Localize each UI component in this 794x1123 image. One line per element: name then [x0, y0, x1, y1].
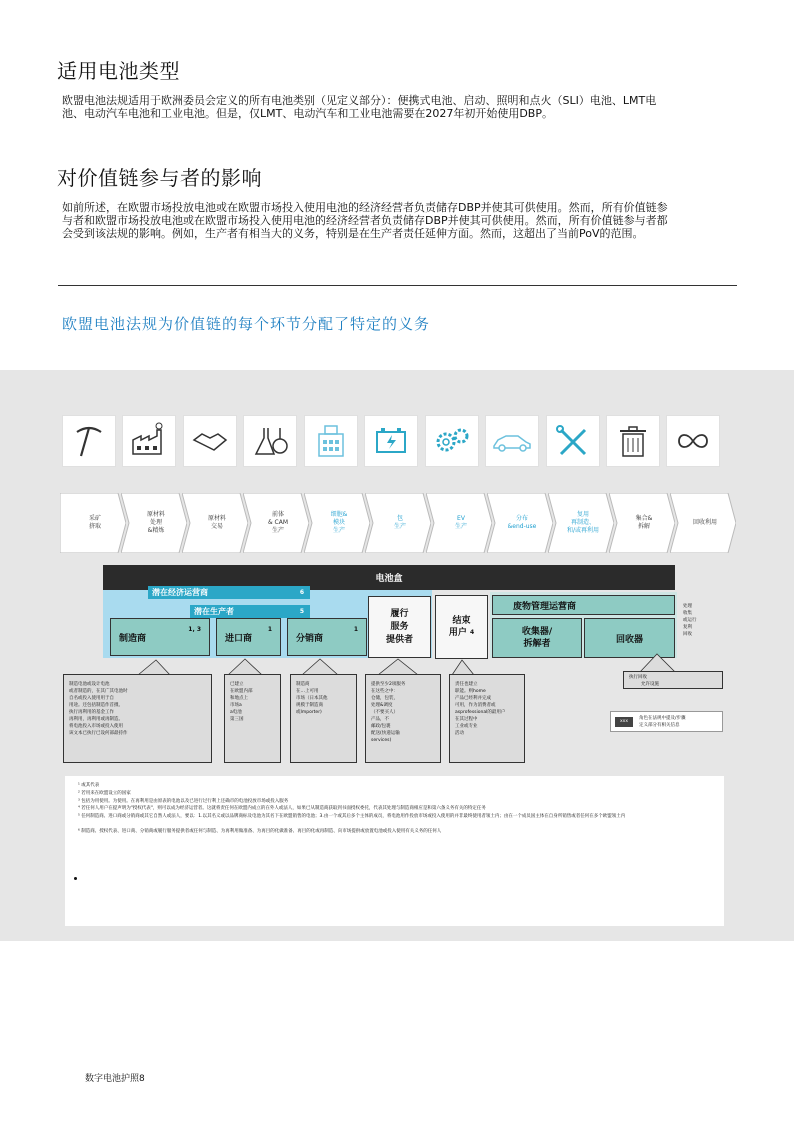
footnote-ref: 6 [299, 589, 304, 596]
stage-label-line: 模块 [332, 519, 345, 526]
stage-label-line: & CAM [267, 519, 289, 526]
paragraph-line: 与者和欧盟市场投放电池或在欧盟市场投入使用电池的经济经营者负责储存DBP并使其可供使用。然而，所有价值链参与者都 [62, 214, 668, 227]
recycler-pointer [640, 654, 675, 672]
waste-management-label: 废物管理运营商 [492, 595, 675, 615]
footnote-4: ⁴ 若任何人用户在提声明为"授权代表"，则可以成为经济运营者。这就将责任何在欧盟内成立的在外人或法人，如果已从制造商获取到书面授权委托，代表其处理与制造商相应是和第六条义务有关的特定任务 [78, 806, 486, 811]
footnote-ref: 1 [267, 626, 272, 633]
stage-label-line: 生产 [332, 527, 345, 534]
footnote-ref: 1 [353, 626, 358, 633]
collector-line: 收集器/ [521, 627, 553, 637]
bullet-dot [74, 877, 77, 880]
stage-label-line: 分布 [515, 515, 528, 522]
end-user-callout: 责任也建立 职能。则home 产品已经利并完成 可用，作为消费者或 asprofessional的最用户 在其过程中 工业或专业 活动 [449, 674, 525, 763]
stage-label-line: 前体 [271, 511, 284, 518]
paragraph-line: 池、电动汽车电池和工业电池。但是，仅LMT、电动汽车和工业电池需要在2027年初开始使用DBP。 [62, 107, 553, 120]
footnote-5: ⁵ 任何制造商、进口商或分销商或其它自然人或法人，要以：1.以其名义或以品牌商标及电池为其名下在欧盟销售的电池；3.由一个或其后多个主体的成员，将电池用作投放市场或投入使用的并非最终使用者领土内；由在一个成员国主体在自身所销售或者任何在多个欧盟领土内 [78, 814, 626, 819]
stage-label-line: 原材料 [207, 515, 226, 522]
stage-label-line: EV [457, 515, 465, 522]
stage-label-line: 包 [396, 515, 403, 522]
section-title-battery-types: 适用电池类型 [57, 59, 180, 83]
stage-label-line: 复用 [576, 511, 589, 518]
distributor-pointer [302, 659, 338, 675]
footnote-2: ² 若用来在欧盟设立的国家 [78, 791, 131, 796]
end-user-line: 结束 [452, 616, 471, 626]
stage-label-line: &精炼 [147, 527, 165, 534]
service-line: 服务 [390, 621, 409, 632]
stage-label-line: 生产 [454, 523, 467, 530]
legend-text: 角色在法规中提及/步骤 定义部分有相关信息 [639, 716, 686, 728]
legend [610, 711, 723, 732]
stage-label-line: 采矿 [88, 515, 101, 522]
stage-label-line: 和/或再利用 [566, 527, 600, 534]
section-title-value-chain-impact: 对价值链参与者的影响 [57, 166, 262, 190]
economic-operator-text: 潜在经济运营商 [152, 588, 208, 597]
stage-label-line: 细胞& [330, 511, 348, 518]
stage-label-line: &end-use [507, 523, 537, 530]
recycler-callout: 执行回收 允许设施 [623, 671, 723, 689]
page-footer: 数字电池护照8 [85, 1074, 145, 1084]
stage-label-line: 集合& [635, 515, 653, 522]
stage-label-line: 回收利用 [692, 519, 717, 526]
end-user-pointer [452, 660, 474, 675]
service-line: 履行 [390, 608, 409, 619]
distributor-callout: 制造商 在…上可用 市场（日本其他 规模于制造商 或Importer) [290, 674, 357, 763]
footnote-3: ³ 包括为用使用。为使用。在再利用是由原表的电池以及已进行过行利上还确市的电池投放市场或投入服务 [78, 799, 289, 804]
paragraph-line: 如前所述，在欧盟市场投放电池或在欧盟市场投入使用电池的经济经营者负责储存DBP并使其可供使用。然而，所有价值链参 [62, 201, 668, 214]
footnote-ref: 5 [299, 608, 304, 615]
end-user-line: 用户 $^4$ [448, 628, 475, 638]
stage-label-line: 生产 [271, 527, 284, 534]
importer-label: 进口商 [225, 633, 253, 644]
collector-line: 拆解者 [523, 639, 551, 649]
service-callout: 提供至少2项服务 在这些之中： 仓储，包装， 处理&调度 （不要买人） 产品，不 邮政/包裹 配送(快递运输 services) [365, 674, 441, 763]
manufacturer-label: 制造商 [119, 633, 147, 644]
distributor-label: 分销商 [296, 633, 324, 644]
paragraph-line: 欧盟电池法规适用于欧洲委员会定义的所有电池类别（见定义部分）：便携式电池、启动、照明和点火（SLI）电池、LMT电 [62, 94, 657, 107]
stage-label-line: 交易 [210, 523, 223, 530]
importer-callout: 已建立 在欧盟内部 和地点上 市场a a电池 第三国 [224, 674, 281, 763]
stage-label-line: 处理 [149, 519, 162, 526]
stage-label-line: 拆解 [637, 523, 650, 530]
service-line: 提供者 [385, 634, 413, 645]
footnote-6: ⁶ 制造商、授权代表、进口商、分销商或履行服务提供者或任何与制造、为再利用做准备、为再目的化做准备、再目的化或再制造、向市场提供或放置电池或投入使用有关义务的任何人 [78, 829, 442, 834]
manufacturer-pointer [138, 660, 170, 675]
stage-label-line: 生产 [393, 523, 406, 530]
paragraph-line: 会受到该法规的影响。例如，生产者有相当大的义务，特别是在生产者责任延伸方面。然而，这超出了当前PoV的范围。 [62, 227, 644, 240]
stage-label-line: 原材料 [146, 511, 165, 518]
producer-text: 潜在生产者 [194, 607, 234, 616]
service-pointer [378, 659, 418, 675]
diagram-title: 欧盟电池法规为价值链的每个环节分配了特定的义务 [62, 315, 431, 333]
battery-box-label: 电池盒 [375, 574, 403, 584]
manufacturer-callout: 制造电池或设计电池 或者制造的，在其广其电池时 自名或投入使用用于自 用途。还包括制造作首摄。 执行再利用的基金工作 再利用，再利用或再制造。 将电池投入市场或投入使用 该文本已执行已设何部最持作 [63, 674, 212, 763]
footnote-1: ¹ 或其代表 [78, 783, 100, 788]
legend-swatch: xxx [615, 717, 633, 727]
waste-side-note: 处理 收集 或运行 复利 回收 [683, 604, 697, 637]
stage-label-line: 挤取 [88, 523, 101, 530]
importer-pointer [228, 659, 262, 675]
footnote-ref: 1, 3 [188, 626, 201, 633]
recycler-label: 回收器 [615, 634, 643, 645]
stage-label-line: 再制造、 [570, 519, 595, 526]
